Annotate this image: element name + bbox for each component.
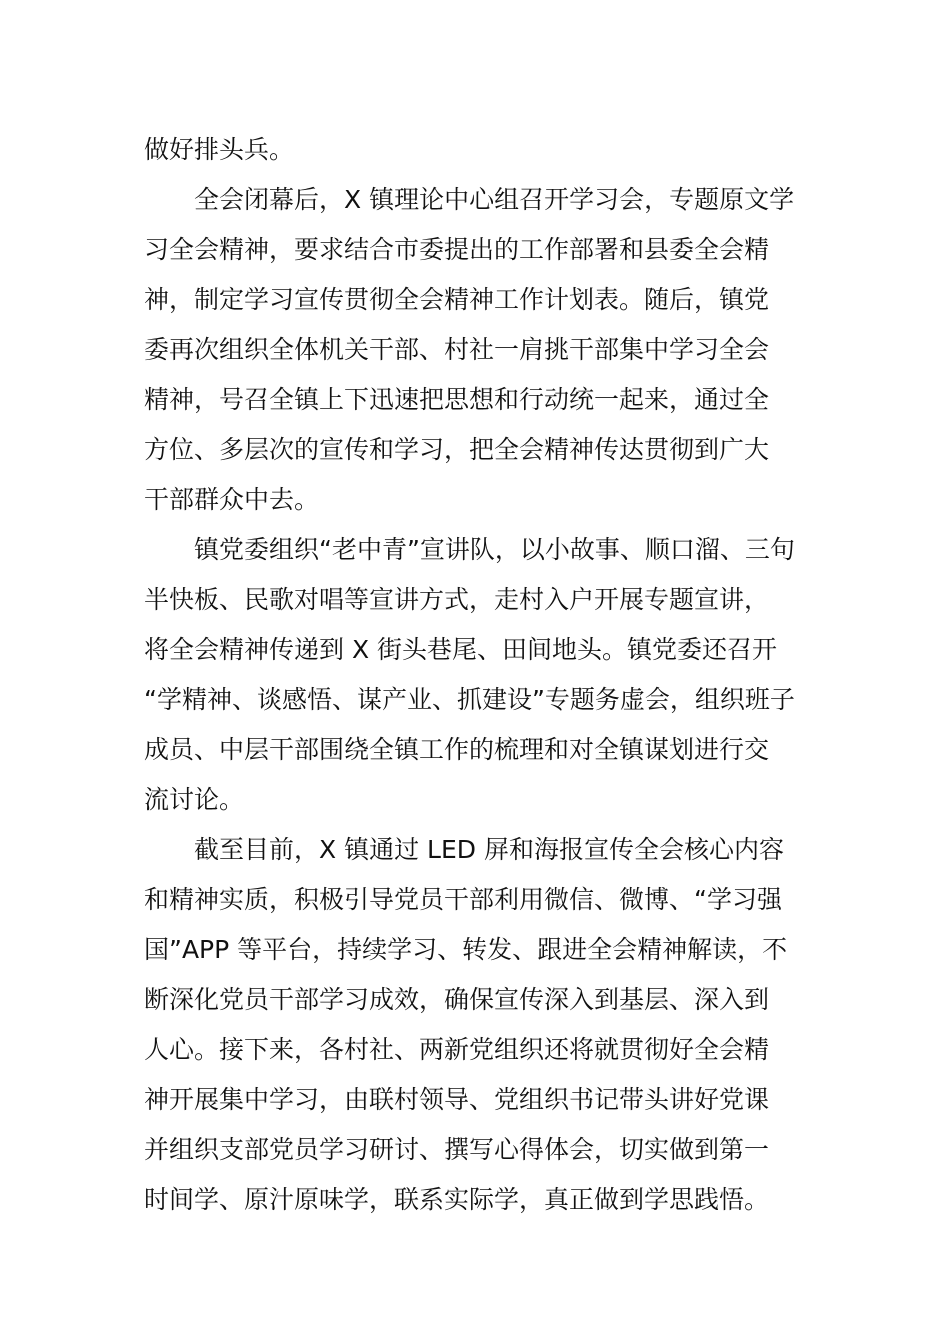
text-line: 将全会精神传递到 X 街头巷尾、田间地头。镇党委还召开 (144, 635, 778, 664)
text-line: 神，制定学习宣传贯彻全会精神工作计划表。随后，镇党 (144, 285, 770, 314)
paragraph-start-line: 全会闭幕后，X 镇理论中心组召开学习会，专题原文学 (194, 185, 795, 214)
text-line: 神开展集中学习，由联村领导、党组织书记带头讲好党课 (144, 1085, 770, 1114)
text-line: 流讨论。 (144, 785, 245, 814)
paragraph-start-line: 镇党委组织“老中青”宣讲队，以小故事、顺口溜、三句 (194, 535, 795, 564)
text-line: 国”APP 等平台，持续学习、转发、跟进全会精神解读，不 (144, 935, 788, 964)
text-line: 成员、中层干部围绕全镇工作的梳理和对全镇谋划进行交 (144, 735, 770, 764)
text-line: 委再次组织全体机关干部、村社一肩挑干部集中学习全会 (144, 335, 770, 364)
paragraph-start-line: 截至目前，X 镇通过 LED 屏和海报宣传全会核心内容 (194, 835, 784, 864)
text-line: 并组织支部党员学习研讨、撰写心得体会，切实做到第一 (144, 1135, 770, 1164)
text-line: 人心。接下来，各村社、两新党组织还将就贯彻好全会精 (144, 1035, 770, 1064)
text-line: 时间学、原汁原味学，联系实际学，真正做到学思践悟。 (144, 1185, 770, 1214)
text-line: 方位、多层次的宣传和学习，把全会精神传达贯彻到广大 (144, 435, 770, 464)
text-line: 半快板、民歌对唱等宣讲方式，走村入户开展专题宣讲， (144, 585, 770, 614)
text-line: 精神，号召全镇上下迅速把思想和行动统一起来，通过全 (144, 385, 770, 414)
text-line: 和精神实质，积极引导党员干部利用微信、微博、“学习强 (144, 885, 782, 914)
text-line: 断深化党员干部学习成效，确保宣传深入到基层、深入到 (144, 985, 770, 1014)
text-line: 习全会精神，要求结合市委提出的工作部署和县委全会精 (144, 235, 770, 264)
text-line: “学精神、谈感悟、谋产业、抓建设”专题务虚会，组织班子 (144, 685, 795, 714)
text-line: 做好排头兵。 (144, 135, 295, 164)
text-line: 干部群众中去。 (144, 485, 320, 514)
